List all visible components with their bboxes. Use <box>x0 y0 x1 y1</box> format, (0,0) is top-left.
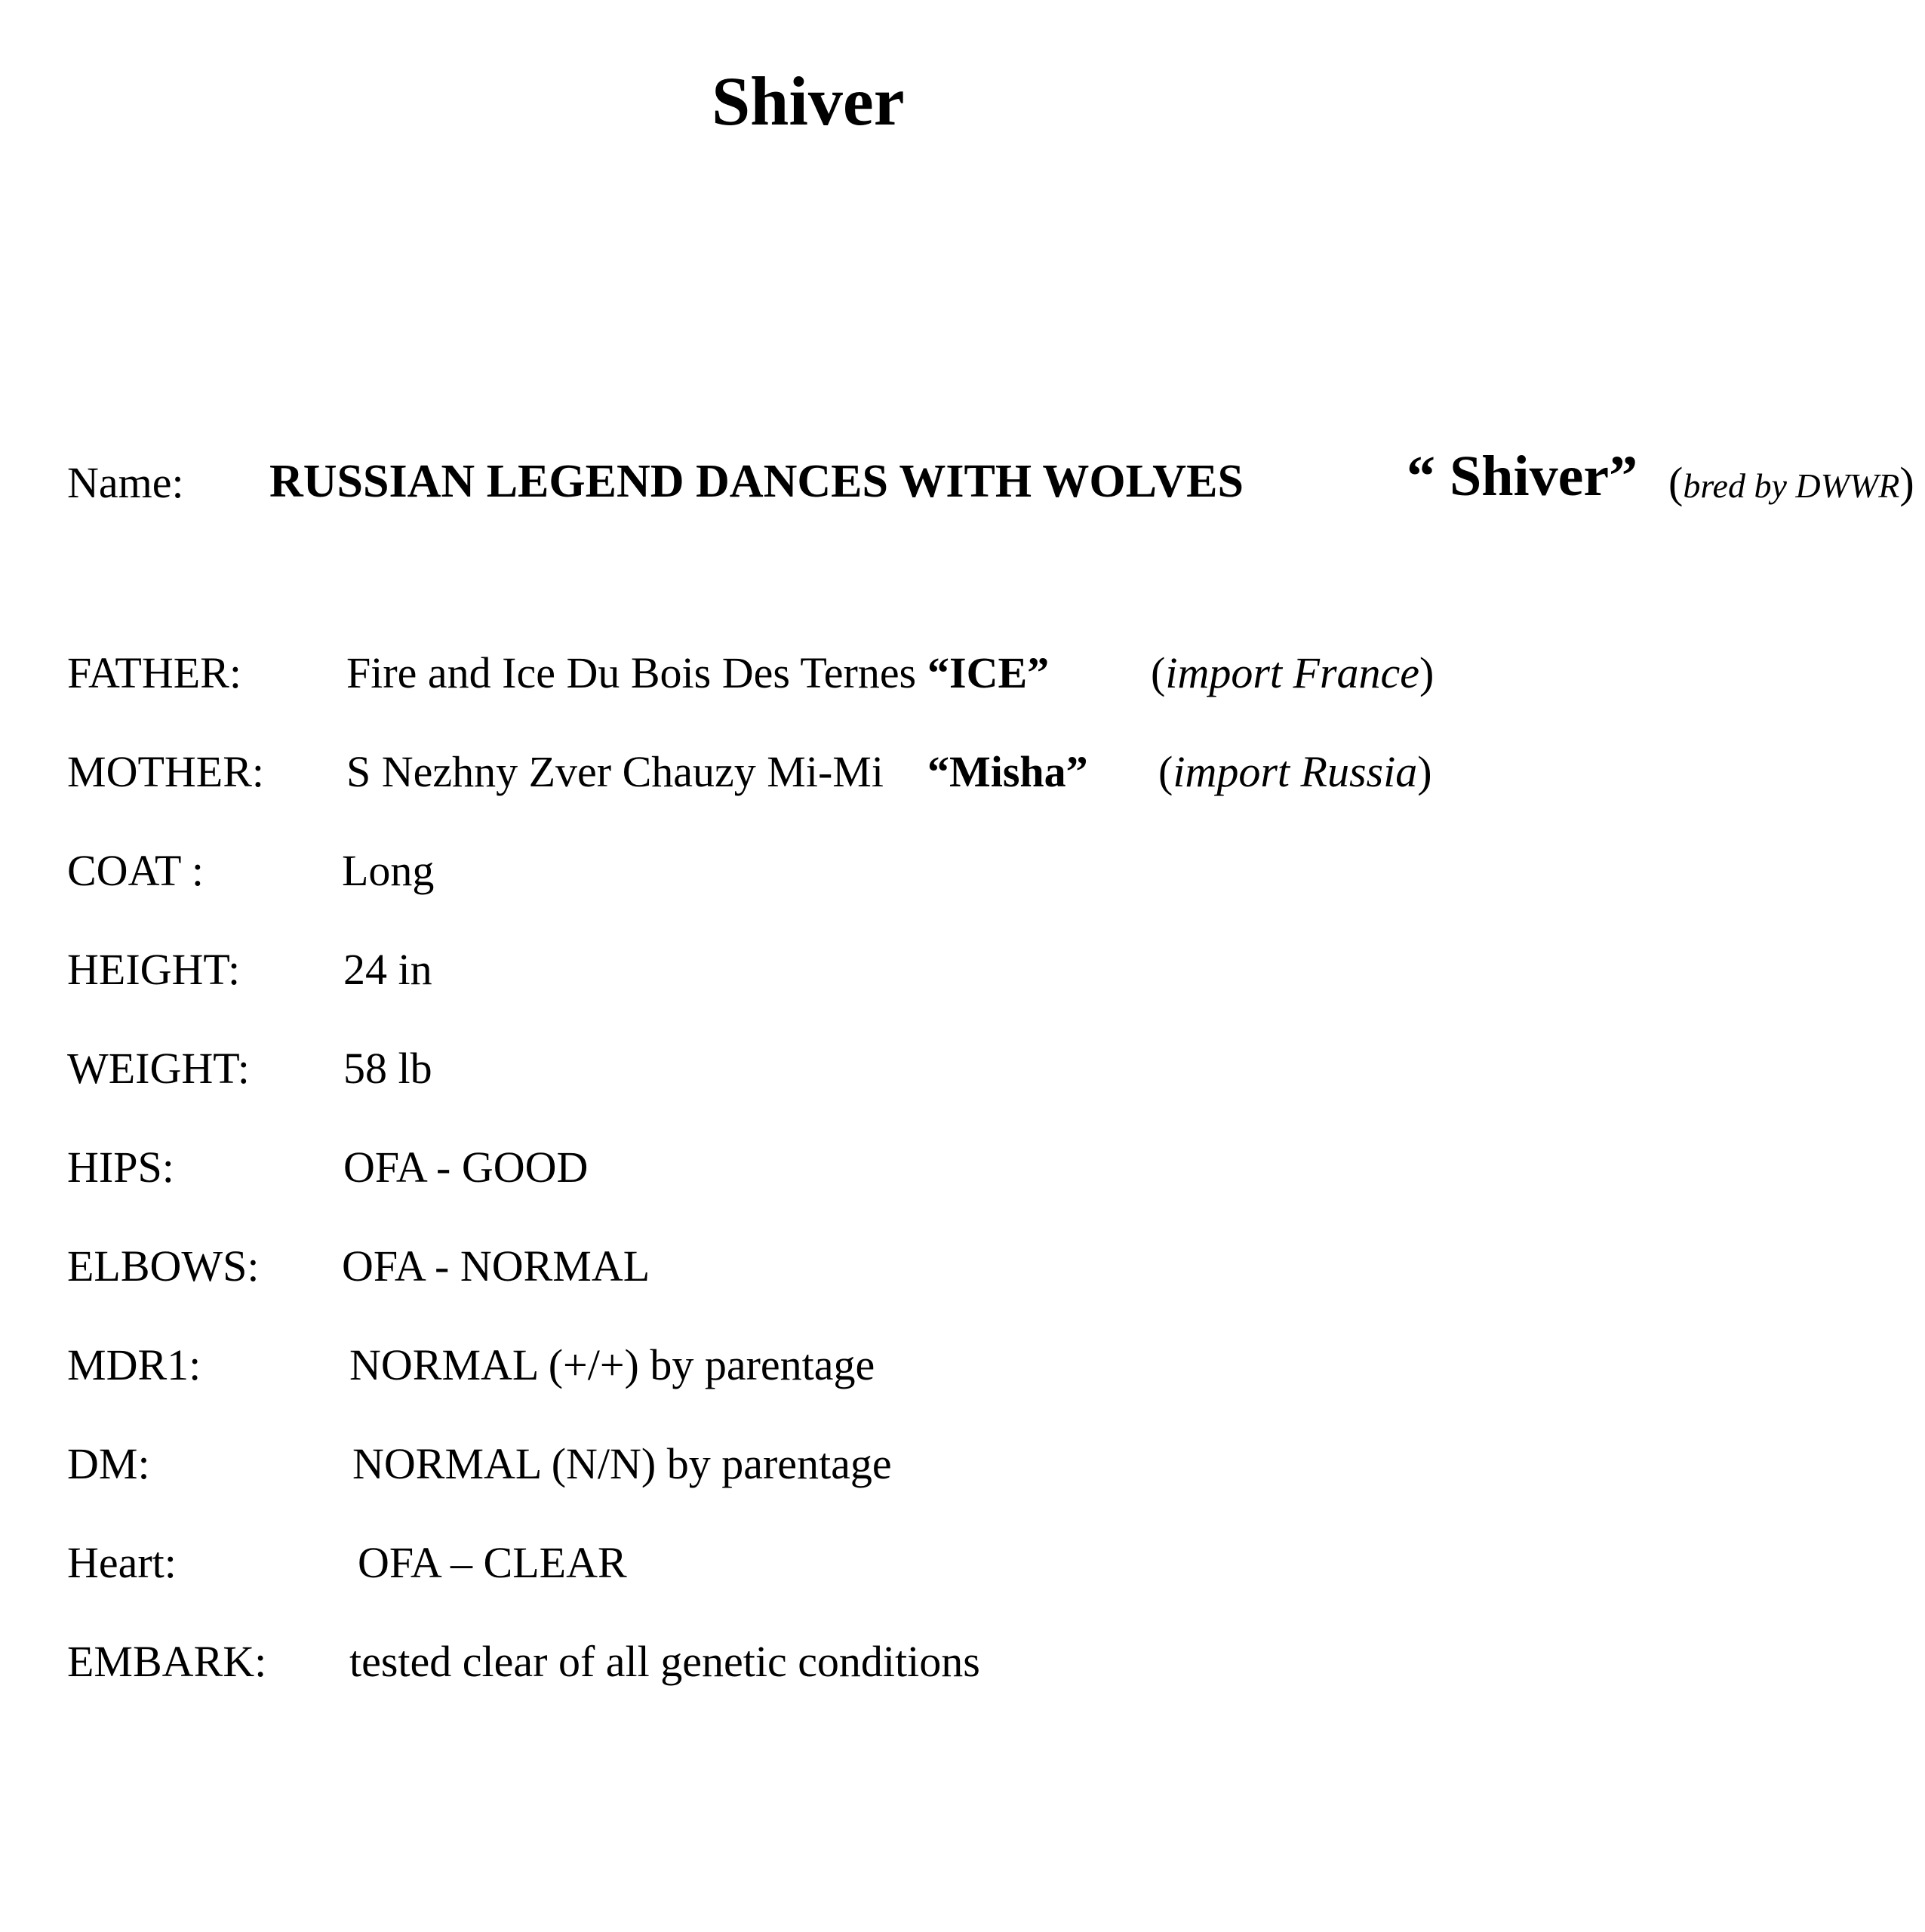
detail-row-heart <box>67 1537 1878 1589</box>
detail-row-embark <box>67 1635 1878 1688</box>
breeder-text: bred by DWWR <box>1683 466 1900 505</box>
father-origin-text: import France <box>1165 648 1419 697</box>
detail-value: OFA - NORMAL <box>342 1241 650 1291</box>
detail-label: WEIGHT: <box>67 1044 250 1093</box>
detail-label: HEIGHT: <box>67 945 241 994</box>
breeder-close-paren: ) <box>1899 458 1914 507</box>
detail-value: Long <box>342 846 435 895</box>
detail-value: NORMAL (N/N) by parentage <box>352 1439 892 1488</box>
detail-label: EMBARK: <box>67 1637 267 1686</box>
registered-name: RUSSIAN LEGEND DANCES WITH WOLVES <box>269 456 1244 507</box>
mother-call-name: “Misha” <box>927 747 1088 796</box>
mother-label: MOTHER: <box>67 747 264 796</box>
mother-origin-open: ( <box>1158 747 1173 796</box>
detail-value: NORMAL (+/+) by parentage <box>349 1340 875 1389</box>
father-origin-close: ) <box>1419 648 1435 697</box>
mother-origin-close: ) <box>1417 747 1432 796</box>
detail-value: tested clear of all genetic conditions <box>349 1637 980 1686</box>
detail-row-mdr1 <box>67 1339 1878 1392</box>
breeder-open-paren: ( <box>1668 458 1684 507</box>
detail-label: DM: <box>67 1439 150 1488</box>
detail-value: OFA – CLEAR <box>358 1538 627 1587</box>
detail-row-hips <box>67 1141 1878 1194</box>
father-label: FATHER: <box>67 648 241 697</box>
detail-row-elbows <box>67 1240 1878 1293</box>
mother-origin-text: import Russia <box>1173 747 1418 796</box>
name-row <box>67 445 1914 509</box>
detail-row-weight <box>67 1042 1878 1095</box>
mother-row <box>67 746 1878 798</box>
name-label: Name: <box>67 458 184 507</box>
father-origin <box>1151 647 1434 700</box>
father-row <box>67 647 1878 700</box>
detail-row-coat <box>67 844 1878 897</box>
document-title: Shiver <box>712 63 905 140</box>
detail-row-height <box>67 943 1878 996</box>
mother-name: S Nezhny Zver Chauzy Mi-Mi <box>346 747 884 796</box>
detail-label: HIPS: <box>67 1143 174 1192</box>
detail-value: OFA - GOOD <box>343 1143 589 1192</box>
father-name: Fire and Ice Du Bois Des Ternes <box>346 648 917 697</box>
father-call-name: “ICE” <box>927 648 1050 697</box>
call-name: “ Shiver” <box>1407 445 1638 508</box>
detail-label: Heart: <box>67 1538 177 1587</box>
father-origin-open: ( <box>1151 648 1166 697</box>
detail-value: 24 in <box>343 945 432 994</box>
detail-label: ELBOWS: <box>67 1241 260 1291</box>
detail-label: MDR1: <box>67 1340 201 1389</box>
detail-value: 58 lb <box>343 1044 432 1093</box>
mother-origin <box>1158 746 1432 798</box>
detail-label: COAT : <box>67 846 204 895</box>
breeder-note <box>1668 458 1914 507</box>
detail-row-dm <box>67 1438 1878 1491</box>
